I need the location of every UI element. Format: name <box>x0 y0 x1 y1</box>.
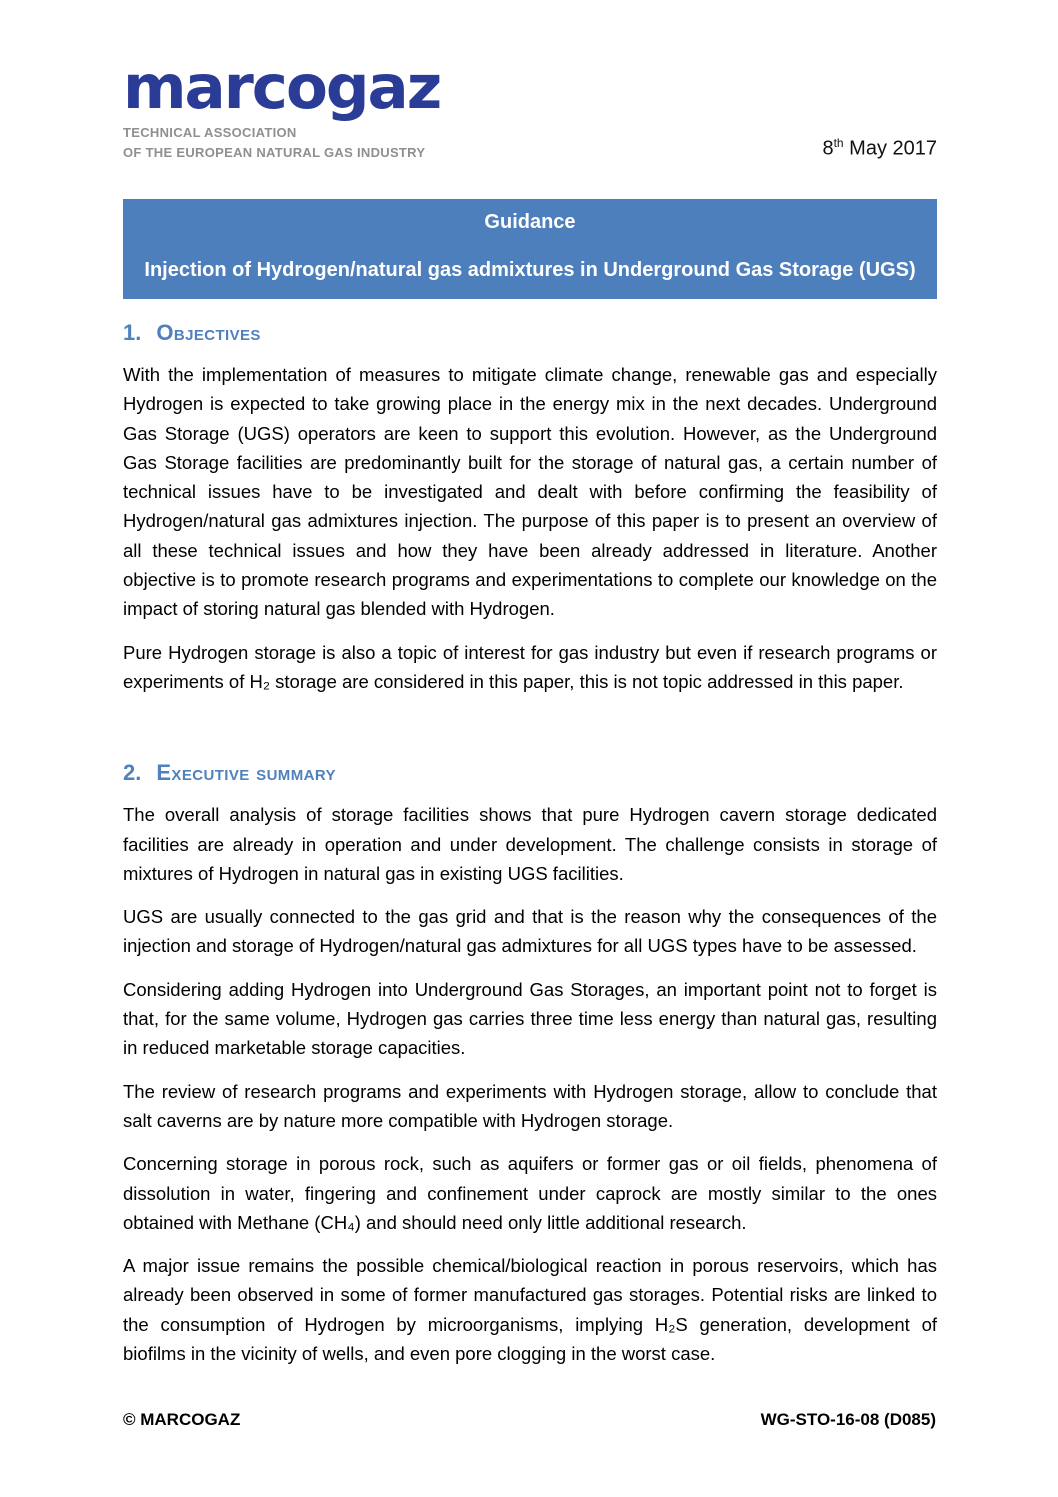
section-objectives <box>123 320 937 696</box>
footer-copyright: © MARCOGAZ <box>123 1410 241 1429</box>
paragraph: The overall analysis of storage facilities shows that pure Hydrogen cavern storage dedicated facilities are already in operation and under development. The challenge consists in storage of mixtures of Hydrogen in natural gas in existing UGS facilities. <box>123 804 937 884</box>
page-footer <box>123 1410 936 1430</box>
section-number: 1. <box>123 320 142 345</box>
paragraph: Considering adding Hydrogen into Underground Gas Storages, an important point not to forget is that, for the same volume, Hydrogen gas carries three time less energy than natural gas, resulting in reduced marketable storage capacities. <box>123 978 937 1059</box>
paragraph: Concerning storage in porous rock, such as aquifers or former gas or oil fields, phenomena of dissolution in water, fingering and confinement under caprock are mostly similar to the ones obtained with Methane (CH₄) and should need only little additional research. <box>123 1153 937 1233</box>
date-day: 8 <box>822 138 834 160</box>
paragraph: With the implementation of measures to mitigate climate change, renewable gas and especially Hydrogen is expected to take growing place in the energy mix in the next decades. Underground Gas Storage (UGS) operators are keen to support this evolution. However, as the Underground Gas Storage facilities are predominantly built for the storage of natural gas, a certain number of technical issues have to be investigated and dealt with before confirming the feasibility of Hydrogen/natural gas admixtures injection. The purpose of this paper is to present an overview of all these technical issues and how they have been already addressed in literature. Another objective is to promote research programs and experimentations to complete our knowledge on the impact of storing natural gas blended with Hydrogen. <box>123 364 937 620</box>
date-rest: May 2017 <box>843 138 937 160</box>
document-date <box>822 136 937 163</box>
date-ordinal: th <box>833 136 844 151</box>
logo-tagline-line1: TECHNICAL ASSOCIATION <box>123 125 297 140</box>
paragraph: Pure Hydrogen storage is also a topic of interest for gas industry but even if research programs or experiments of H₂ storage are considered in this paper, this is not topic addressed in this paper. <box>123 641 937 692</box>
section-title: Executive summary <box>156 760 336 786</box>
logo-tagline-line2: OF THE EUROPEAN NATURAL GAS INDUSTRY <box>123 145 426 160</box>
section-body <box>123 360 937 696</box>
section-number: 2. <box>123 760 142 786</box>
section-title: Objectives <box>156 320 261 345</box>
document-header <box>123 52 937 163</box>
section-body <box>123 800 937 1368</box>
title-banner <box>123 199 937 299</box>
paragraph: UGS are usually connected to the gas grid and that is the reason why the consequences of the injection and storage of Hydrogen/natural gas admixtures for all UGS types have to be assessed. <box>123 906 937 957</box>
marcogaz-logo <box>123 52 441 163</box>
footer-document-reference: WG-STO-16-08 (D085) <box>760 1410 936 1429</box>
banner-doc-title: Injection of Hydrogen/natural gas admixtures in Underground Gas Storage (UGS) <box>144 259 916 281</box>
section-heading-executive-summary <box>123 760 937 786</box>
banner-doc-type: Guidance <box>484 211 576 233</box>
logo-wordmark: marcogaz <box>123 52 441 123</box>
section-executive-summary <box>123 760 937 1368</box>
section-heading-objectives <box>123 320 937 346</box>
paragraph: A major issue remains the possible chemical/biological reaction in porous reservoirs, which has already been observed in some of former manufactured gas storages. Potential risks are linked to the consumption of Hydrogen by microorganisms, implying H₂S generation, development of biofilms in the vicinity of wells, and even pore clogging in the worst case. <box>123 1255 937 1365</box>
paragraph: The review of research programs and experiments with Hydrogen storage, allow to conclude that salt caverns are by nature more compatible with Hydrogen storage. <box>123 1080 937 1131</box>
